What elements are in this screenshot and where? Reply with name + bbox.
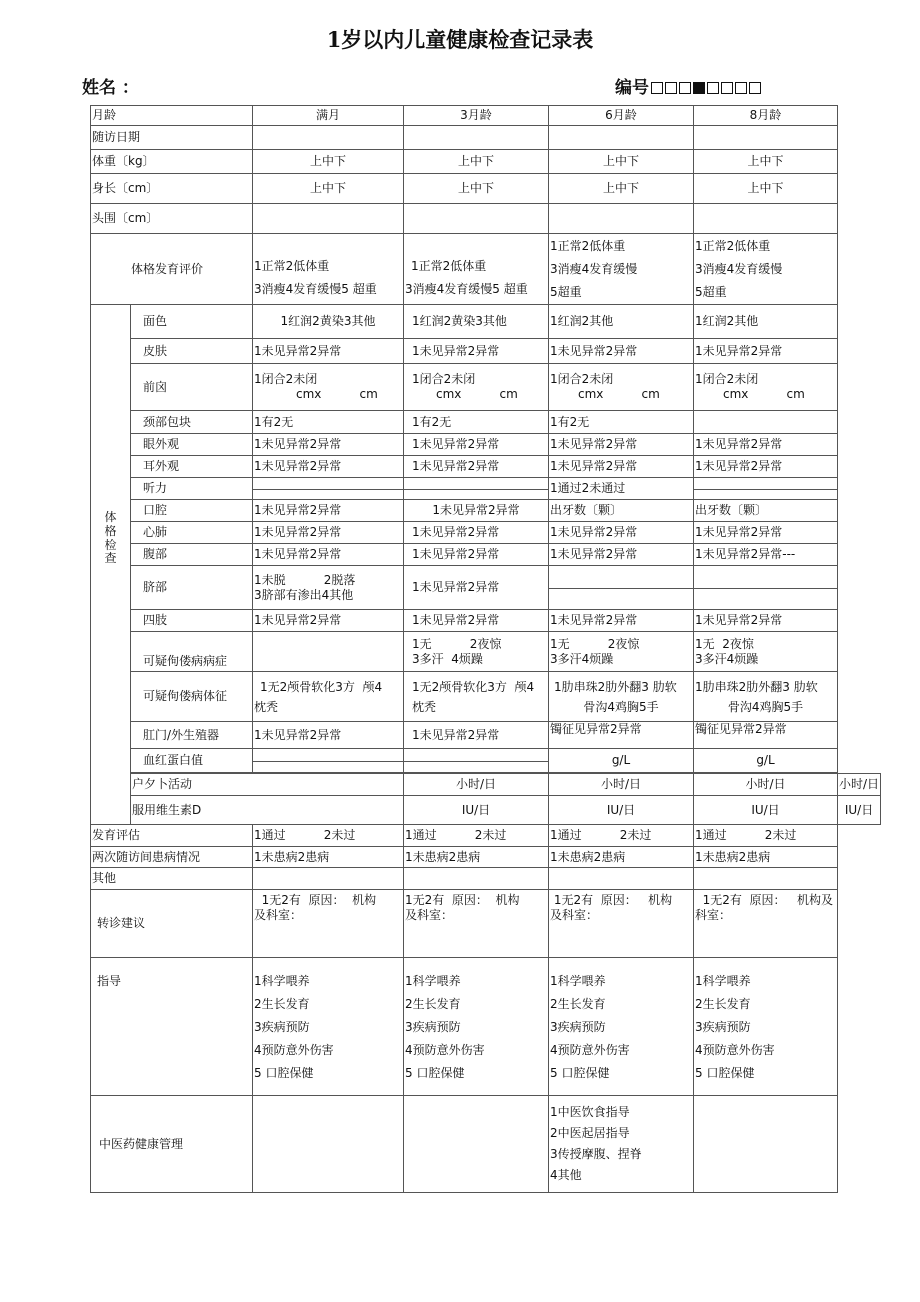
heart-cell: 1未见异常2异常 [404,522,549,544]
anus-cell: 1未见异常2异常 [253,722,404,749]
head-cell[interactable] [694,204,838,234]
id-boxes [649,78,761,98]
name-label: 姓名 ： [82,78,139,98]
skin-cell: 1未见异常2异常 [404,339,549,364]
table-row [91,847,881,868]
illness-cell: 1未患病2患病 [549,847,694,868]
cell-line: 1无2颅骨软化3方 颅4 [260,679,383,694]
row-label: 前囟 [131,364,253,411]
cell-line: 科室： [695,908,732,922]
header-col-3: 6月龄 [549,106,694,126]
guidance-item: 3疾病预防 [254,1020,310,1034]
hb-cell[interactable] [253,749,404,773]
limbs-cell: 1未见异常2异常 [253,610,404,632]
hearing-cell: 1通过2未通过 [549,478,694,500]
health-record-table [90,105,881,1193]
guidance-item: 3疾病预防 [550,1020,606,1034]
cell-line: cmx cm [436,387,518,401]
tcm-cell [549,1096,694,1193]
table-row [91,632,881,672]
rickets-symptom-cell [694,632,838,672]
guidance-item: 2生长发育 [550,997,606,1011]
rickets-sign-cell [549,672,694,722]
outdoor-cell: 小时/日 [549,774,694,796]
row-label: 可疑佝偻病体征 [131,672,253,722]
cell-line: 1无 2夜惊 [695,636,754,651]
table-row [91,456,881,478]
vitd-cell: IU/日 [838,796,881,825]
guidance-item: 4预防意外伤害 [254,1043,334,1057]
hb-cell: g/L [549,749,694,773]
id-digit-box[interactable] [721,82,733,94]
table-row [91,500,881,522]
guidance-item: 2生长发育 [405,997,461,1011]
cell-line: 1无2有 原因： 机构 [254,893,377,907]
guidance-item: 5 口腔保健 [550,1066,610,1080]
table-row [91,672,881,722]
limbs-cell: 1未见异常2异常 [549,610,694,632]
height-cell: 上中下 [253,174,404,204]
cell-line: 及科室： [254,908,303,922]
hearing-cell[interactable] [694,478,838,500]
id-digit-box[interactable] [693,82,705,94]
guidance-item: 2生长发育 [254,997,310,1011]
visit-date-cell[interactable] [404,126,549,150]
navel-cell[interactable] [694,566,838,610]
table-row [91,890,881,958]
height-cell: 上中下 [404,174,549,204]
guidance-item: 1科学喂养 [254,974,310,988]
tcm-cell[interactable] [253,1096,404,1193]
weight-cell: 上中下 [549,150,694,174]
visit-date-cell[interactable] [694,126,838,150]
other-cell[interactable] [253,868,404,890]
guidance-item: 4预防意外伤害 [405,1043,485,1057]
dev-cell: 1通过 2未过 [253,825,404,847]
table-row [91,204,881,234]
table-row [91,1096,881,1193]
mouth-cell: 出牙数〔颗〕 [549,500,694,522]
row-label: 颈部包块 [131,411,253,434]
cell-line: 5超重 [550,284,582,299]
exam-section-label [91,305,131,825]
table-row [91,774,881,796]
cell-line: 骨沟4鸡胸5手 [583,699,659,714]
rickets-sign-cell [253,672,404,722]
row-label: 发育评估 [91,825,253,847]
face-cell: 1红润2黄染3其他 [253,305,404,339]
row-label: 肛门/外生殖器 [131,722,253,749]
table-row [91,566,881,610]
anus-cell: 镯征见异常2异常 [694,722,838,749]
fontanel-cell [549,364,694,411]
table-row [91,339,881,364]
id-digit-box[interactable] [679,82,691,94]
table-row [91,364,881,411]
row-label: 指导 [91,958,253,1096]
cell-line: 1无2有 原因： 机构 [550,893,673,907]
weight-cell: 上中下 [404,150,549,174]
table-row [91,610,881,632]
guidance-item: 5 口腔保健 [254,1066,314,1080]
referral-cell [404,890,549,958]
table-row [91,522,881,544]
table-row [91,126,881,150]
row-label: 眼外观 [131,434,253,456]
referral-cell [549,890,694,958]
guidance-item: 1科学喂养 [550,974,606,988]
table-row [91,722,881,749]
cell-line: 1无 2夜惊 [550,636,640,651]
table-row [91,825,881,847]
table-row [91,478,881,500]
height-cell: 上中下 [549,174,694,204]
vitd-cell: IU/日 [549,796,694,825]
face-cell: 1红润2其他 [549,305,694,339]
face-cell: 1红润2黄染3其他 [404,305,549,339]
row-label: 服用维生素D [131,796,404,825]
cell-line: 1肋串珠2肋外翻3 肋软 [554,679,677,694]
eye-cell: 1未见异常2异常 [253,434,404,456]
guidance-cell [549,958,694,1096]
id-label [615,73,761,98]
tcm-item: 3传授摩腹、捏脊 [550,1147,642,1161]
cell-line: 3脐部有渗出4其他 [254,587,354,602]
other-cell[interactable] [404,868,549,890]
row-label: 心肺 [131,522,253,544]
mouth-cell: 1未见异常2异常 [253,500,404,522]
cell-line: 1闭合2未闭 [695,372,759,386]
growth-cell [253,234,404,305]
table-row [91,749,881,773]
outdoor-cell: 小时/日 [404,774,549,796]
guidance-item: 3疾病预防 [405,1020,461,1034]
vitd-cell: IU/日 [694,796,838,825]
face-cell: 1红润2其他 [694,305,838,339]
table-row [91,411,881,434]
guidance-cell [404,958,549,1096]
abdomen-cell: 1未见异常2异常 [549,544,694,566]
dev-cell: 1通过 2未过 [694,825,838,847]
row-label: 可疑佝偻病病症 [131,632,253,672]
cell-line: 骨沟4鸡胸5手 [727,699,804,714]
guidance-item: 4预防意外伤害 [695,1043,775,1057]
header-label: 月龄 [91,106,253,126]
fontanel-cell [404,364,549,411]
cell-line: 3消瘦4发育缓慢 [695,261,783,276]
row-label: 口腔 [131,500,253,522]
heart-cell: 1未见异常2异常 [253,522,404,544]
cell-line: 及科室： [550,908,599,922]
eye-cell: 1未见异常2异常 [549,434,694,456]
head-cell[interactable] [253,204,404,234]
row-label: 耳外观 [131,456,253,478]
limbs-cell: 1未见异常2异常 [404,610,549,632]
outdoor-cell: 小时/日 [838,774,881,796]
neck-cell: 1有2无 [253,411,404,434]
exam-section-text: 体格检查 [104,510,117,566]
guidance-item: 1科学喂养 [405,974,461,988]
row-label: 两次随访间患病情况 [91,847,253,868]
skin-cell: 1未见异常2异常 [549,339,694,364]
cell-line: 及科室： [405,908,454,922]
row-label: 其他 [91,868,253,890]
cell-line: 3多汗4烦躁 [695,651,759,666]
cell-line: 3多汗4烦躁 [550,651,614,666]
cell-line: 3消瘦4发育缓慢5 超重 [405,282,528,296]
visit-date-label: 随访日期 [91,126,253,150]
guidance-item: 5 口腔保健 [405,1066,465,1080]
cell-line: 枕秃 [254,699,279,714]
cell-line: cmx cm [578,387,660,401]
table-row [91,174,881,204]
limbs-cell: 1未见异常2异常 [694,610,838,632]
cell-line: 1肋串珠2肋外翻3 肋软 [695,679,818,694]
rickets-symptom-cell [404,632,549,672]
weight-cell: 上中下 [253,150,404,174]
head-cell[interactable] [549,204,694,234]
growth-cell [694,234,838,305]
cell-line: 1正常2低体重 [411,259,487,273]
id-digit-box[interactable] [651,82,663,94]
mouth-cell: 出牙数〔颗〕 [694,500,838,522]
cell-line: 5超重 [695,284,727,299]
id-digit-box[interactable] [749,82,761,94]
table-row [91,796,881,825]
header-col-4: 8月龄 [694,106,838,126]
anus-cell: 1未见异常2异常 [404,722,549,749]
illness-cell: 1未患病2患病 [404,847,549,868]
row-label: 体重〔kg〕 [91,150,253,174]
anus-cell: 镯征见异常2异常 [549,722,694,749]
ear-cell: 1未见异常2异常 [404,456,549,478]
outdoor-cell: 小时/日 [694,774,838,796]
cell-line: 1闭合2未闭 [412,372,476,386]
abdomen-cell: 1未见异常2异常 [253,544,404,566]
fontanel-cell [253,364,404,411]
header-col-1: 满月 [253,106,404,126]
guidance-item: 2生长发育 [695,997,751,1011]
cell-line: 1闭合2未闭 [550,372,614,386]
cell-line: 1无2有 原因： 机构 [405,893,520,907]
heart-cell: 1未见异常2异常 [694,522,838,544]
illness-cell: 1未患病2患病 [253,847,404,868]
cell-line: 1正常2低体重 [254,259,330,273]
illness-cell: 1未患病2患病 [694,847,838,868]
growth-cell [549,234,694,305]
guidance-cell [694,958,838,1096]
hearing-cell[interactable] [404,478,549,500]
tcm-cell[interactable] [694,1096,838,1193]
eye-cell: 1未见异常2异常 [694,434,838,456]
guidance-item: 1科学喂养 [695,974,751,988]
row-label: 血红蛋白值 [131,749,253,773]
tcm-item: 4其他 [550,1168,582,1182]
weight-cell: 上中下 [694,150,838,174]
id-digit-box[interactable] [707,82,719,94]
guidance-item: 3疾病预防 [695,1020,751,1034]
hearing-cell[interactable] [253,478,404,500]
row-label: 听力 [131,478,253,500]
cell-line: 1正常2低体重 [550,238,626,253]
growth-cell [404,234,549,305]
id-text: 编号 [615,78,649,98]
row-label: 户夕卜活动 [131,774,404,796]
rickets-sign-cell [694,672,838,722]
referral-cell [253,890,404,958]
id-digit-box[interactable] [665,82,677,94]
fontanel-cell [694,364,838,411]
neck-cell[interactable] [694,411,838,434]
row-label: 脐部 [131,566,253,610]
tcm-cell[interactable] [404,1096,549,1193]
cell-line: cmx cm [723,387,805,401]
guidance-item: 4预防意外伤害 [550,1043,630,1057]
row-label: 面色 [131,305,253,339]
guidance-cell [253,958,404,1096]
row-label: 转诊建议 [91,890,253,958]
neck-cell: 1有2无 [549,411,694,434]
navel-cell [253,566,404,610]
abdomen-cell: 1未见异常2异常--- [694,544,838,566]
vitd-cell: IU/日 [404,796,549,825]
row-label: 体格发育评价 [91,234,253,305]
cell-line: 枕秃 [412,699,437,714]
cell-line: 1无2颅骨软化3方 颅4 [412,679,535,694]
other-cell[interactable] [694,868,838,890]
id-digit-box[interactable] [735,82,747,94]
tcm-item: 2中医起居指导 [550,1126,630,1140]
dev-cell: 1通过 2未过 [549,825,694,847]
cell-line: 1无 2夜惊 [412,636,502,651]
row-label: 头围〔cm〕 [91,204,253,234]
hb-cell[interactable] [404,749,549,773]
rickets-sign-cell [404,672,549,722]
row-label: 皮肤 [131,339,253,364]
row-label: 身长〔cm〕 [91,174,253,204]
cell-line: 1无2有 原因： 机构及 [695,893,833,907]
document-title: 1岁以内儿童健康检查记录表 [326,27,594,52]
skin-cell: 1未见异常2异常 [694,339,838,364]
header-col-2: 3月龄 [404,106,549,126]
ear-cell: 1未见异常2异常 [253,456,404,478]
table-row [91,958,881,1096]
navel-cell: 1未见异常2异常 [404,566,549,610]
table-row [91,305,881,339]
visit-date-cell[interactable] [253,126,404,150]
table-row [91,150,881,174]
navel-cell[interactable] [549,566,694,610]
heart-cell: 1未见异常2异常 [549,522,694,544]
eye-cell: 1未见异常2异常 [404,434,549,456]
guidance-item: 5 口腔保健 [695,1066,755,1080]
neck-cell: 1有2无 [404,411,549,434]
cell-line: 3消瘦4发育缓慢5 超重 [254,282,377,296]
visit-date-cell[interactable] [549,126,694,150]
table-row [91,234,881,305]
cell-line: 3多汗 4烦躁 [412,651,483,666]
head-cell[interactable] [404,204,549,234]
other-cell[interactable] [549,868,694,890]
skin-cell: 1未见异常2异常 [253,339,404,364]
hb-cell: g/L [694,749,838,773]
referral-cell [694,890,838,958]
mouth-cell: 1未见异常2异常 [404,500,549,522]
cell-line: 1正常2低体重 [695,238,771,253]
cell-line: 1闭合2未闭 [254,372,318,386]
table-row [91,868,881,890]
cell-line: 3消瘦4发育缓慢 [550,261,638,276]
tcm-item: 1中医饮食指导 [550,1105,630,1119]
abdomen-cell: 1未见异常2异常 [404,544,549,566]
dev-cell: 1通过 2未过 [404,825,549,847]
height-cell: 上中下 [694,174,838,204]
row-label: 四肢 [131,610,253,632]
cell-line: cmx cm [296,387,378,401]
ear-cell: 1未见异常2异常 [549,456,694,478]
table-row [91,106,881,126]
rickets-symptom-cell [549,632,694,672]
table-row [91,434,881,456]
row-label: 腹部 [131,544,253,566]
rickets-symptom-cell[interactable] [253,632,404,672]
table-row [91,544,881,566]
cell-line: 1未脱 2脱落 [254,572,356,587]
row-label: 中医药健康管理 [91,1096,253,1193]
ear-cell: 1未见异常2异常 [694,456,838,478]
